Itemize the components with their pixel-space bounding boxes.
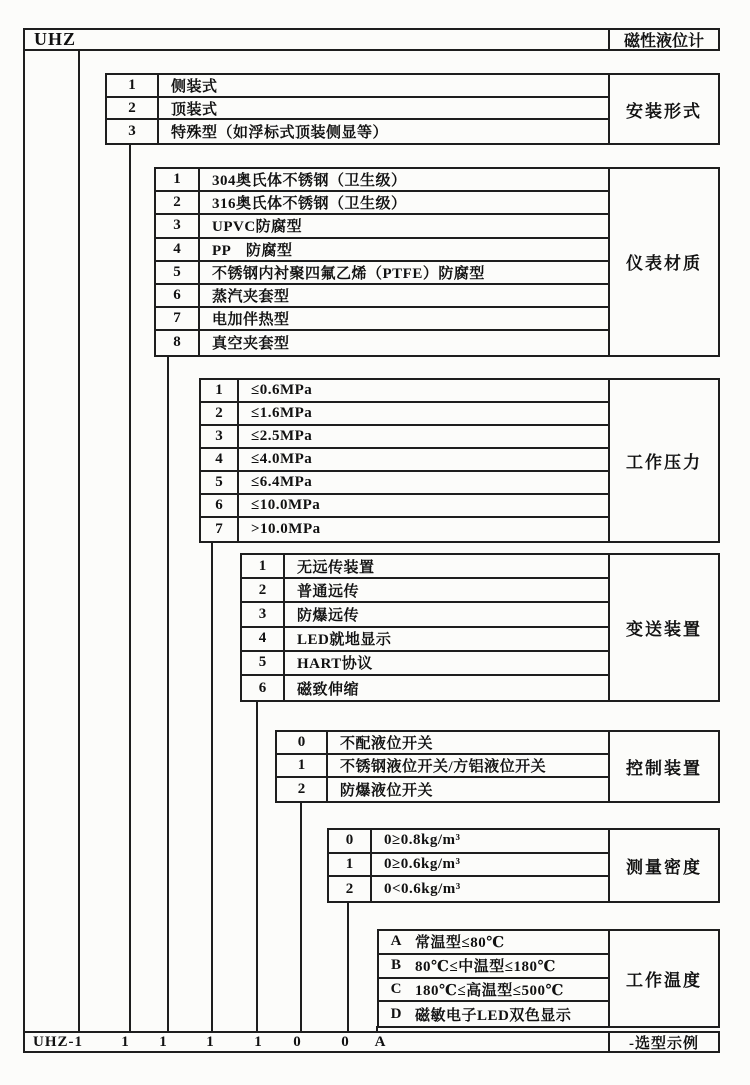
option-rows	[199, 378, 610, 543]
option-code: C	[390, 980, 402, 997]
option-row	[156, 262, 608, 285]
option-desc: ≤10.0MPa	[251, 497, 321, 513]
option-desc: 不配液位开关	[340, 736, 434, 752]
option-code: 6	[156, 285, 200, 306]
option-row	[156, 239, 608, 262]
option-code: A	[390, 933, 402, 950]
option-code: 5	[156, 262, 200, 283]
product-name: 磁性液位计	[608, 30, 718, 49]
option-code: 1	[201, 380, 239, 401]
option-desc: 不锈钢液位开关/方铝液位开关	[340, 759, 547, 775]
option-desc: 0<0.6kg/m³	[384, 880, 461, 897]
option-rows	[105, 73, 610, 145]
option-desc: 0≥0.8kg/m³	[384, 832, 461, 849]
option-row	[201, 380, 608, 403]
option-desc: 防爆远传	[297, 607, 360, 624]
option-code: 3	[107, 120, 159, 143]
connector-line-transmitter	[256, 701, 258, 1033]
table-control-device	[275, 730, 720, 803]
option-code: 1	[107, 75, 159, 96]
option-row	[156, 331, 608, 354]
option-desc: 0≥0.6kg/m³	[384, 856, 461, 873]
header-bar	[23, 28, 720, 51]
table-installation-form	[105, 73, 720, 145]
option-row	[201, 449, 608, 472]
option-desc: 蒸汽夹套型	[212, 289, 290, 306]
option-row	[201, 518, 608, 541]
option-desc: 无远传装置	[297, 559, 375, 576]
table-category-label: 变送装置	[608, 553, 720, 702]
table-instrument-material	[154, 167, 720, 357]
option-row	[242, 628, 608, 652]
option-code: 8	[156, 331, 200, 354]
option-row	[242, 652, 608, 676]
option-code: 2	[277, 778, 328, 801]
option-desc: 特殊型（如浮标式顶装侧显等）	[171, 125, 389, 142]
option-code: 3	[242, 603, 285, 625]
option-rows	[240, 553, 610, 702]
option-code: 2	[242, 579, 285, 601]
option-code: 5	[242, 652, 285, 674]
option-desc: ≤6.4MPa	[251, 474, 313, 490]
option-code: 1	[329, 854, 372, 876]
option-row	[329, 877, 608, 901]
option-row	[107, 120, 608, 143]
example-value-transmitter: 1	[254, 1034, 262, 1050]
option-code: 4	[242, 628, 285, 650]
option-code: 0	[329, 830, 372, 852]
option-row	[242, 676, 608, 700]
option-desc: 真空夹套型	[212, 336, 290, 353]
option-desc: 侧装式	[171, 78, 218, 95]
table-category-label: 仪表材质	[608, 167, 720, 357]
connector-line-installation	[129, 144, 131, 1033]
option-desc: 304奥氏体不锈钢（卫生级）	[212, 173, 407, 190]
example-value-density: 0	[341, 1034, 349, 1050]
option-row	[201, 495, 608, 518]
option-code: 6	[201, 495, 239, 516]
example-model: UHZ-1	[33, 1034, 83, 1050]
example-value-pressure: 1	[206, 1034, 214, 1050]
table-measure-density	[327, 828, 720, 903]
connector-line-density	[347, 902, 349, 1033]
option-desc: UPVC防腐型	[212, 219, 303, 236]
option-row	[156, 308, 608, 331]
option-row	[379, 979, 608, 1003]
example-value-temperature: A	[374, 1034, 386, 1050]
option-desc: 180℃≤高温型≤500℃	[415, 982, 564, 999]
option-desc: ≤1.6MPa	[251, 405, 313, 421]
option-desc: LED就地显示	[297, 632, 392, 649]
option-rows	[377, 929, 610, 1028]
model-code: UHZ	[34, 29, 77, 49]
option-row	[201, 426, 608, 449]
option-row	[107, 98, 608, 121]
option-row	[201, 472, 608, 495]
table-working-temperature	[377, 929, 720, 1028]
option-row	[329, 830, 608, 854]
option-desc: ≤0.6MPa	[251, 382, 313, 398]
option-desc: >10.0MPa	[251, 521, 321, 537]
option-desc: 电加伴热型	[212, 312, 290, 329]
option-row	[379, 955, 608, 979]
connector-line-pressure	[211, 542, 213, 1033]
table-category-label: 控制装置	[608, 730, 720, 803]
example-values	[25, 1033, 608, 1051]
option-code: 7	[201, 518, 239, 541]
option-code: 1	[277, 755, 328, 776]
option-row	[277, 778, 608, 801]
option-code: D	[390, 1005, 402, 1022]
table-transmitter-device	[240, 553, 720, 702]
example-value-control: 0	[293, 1034, 301, 1050]
option-code: 0	[277, 732, 328, 753]
example-value-installation: 1	[121, 1034, 129, 1050]
option-row	[277, 732, 608, 755]
option-code: 4	[156, 239, 200, 260]
option-rows	[275, 730, 610, 803]
option-row	[379, 1002, 608, 1026]
option-desc: 磁致伸缩	[297, 681, 360, 698]
example-label: -选型示例	[608, 1033, 718, 1051]
option-code: 1	[156, 169, 200, 190]
connector-line-left	[23, 50, 25, 1033]
option-rows	[154, 167, 610, 357]
option-code: 5	[201, 472, 239, 493]
table-category-label: 工作压力	[608, 378, 720, 543]
table-category-label: 工作温度	[608, 929, 720, 1028]
example-bar	[23, 1031, 720, 1053]
option-desc: 不锈钢内衬聚四氟乙烯（PTFE）防腐型	[212, 265, 485, 282]
option-code: 1	[242, 555, 285, 577]
connector-line-material	[167, 355, 169, 1033]
option-row	[242, 579, 608, 603]
option-desc: 常温型≤80℃	[415, 935, 505, 952]
option-code: 6	[242, 676, 285, 700]
connector-line-model	[78, 50, 80, 1033]
option-desc: ≤4.0MPa	[251, 451, 313, 467]
option-code: 2	[201, 403, 239, 424]
option-row	[107, 75, 608, 98]
option-row	[379, 931, 608, 955]
option-desc: 普通远传	[297, 583, 360, 600]
option-row	[156, 192, 608, 215]
table-working-pressure	[199, 378, 720, 543]
option-desc: HART协议	[297, 656, 373, 673]
option-row	[329, 854, 608, 878]
option-code: 2	[107, 98, 159, 119]
option-row	[156, 169, 608, 192]
option-row	[242, 555, 608, 579]
option-row	[242, 603, 608, 627]
option-desc: 防爆液位开关	[340, 783, 434, 799]
option-code: 2	[156, 192, 200, 213]
option-row	[156, 285, 608, 308]
connector-line-control	[300, 802, 302, 1033]
option-code: 7	[156, 308, 200, 329]
option-desc: 80℃≤中温型≤180℃	[415, 959, 556, 976]
option-code: 3	[201, 426, 239, 447]
option-desc: PP 防腐型	[212, 242, 293, 259]
option-row	[277, 755, 608, 778]
option-code: B	[390, 957, 401, 974]
option-code: 4	[201, 449, 239, 470]
table-category-label: 测量密度	[608, 828, 720, 903]
option-row	[201, 403, 608, 426]
example-value-material: 1	[159, 1034, 167, 1050]
option-desc: 316奥氏体不锈钢（卫生级）	[212, 196, 407, 213]
option-desc: ≤2.5MPa	[251, 428, 313, 444]
option-rows	[327, 828, 610, 903]
table-category-label: 安装形式	[608, 73, 720, 145]
option-desc: 顶装式	[171, 101, 218, 118]
option-row	[156, 215, 608, 238]
option-desc: 磁敏电子LED双色显示	[415, 1007, 572, 1024]
option-code: 2	[329, 877, 372, 901]
option-code: 3	[156, 215, 200, 236]
